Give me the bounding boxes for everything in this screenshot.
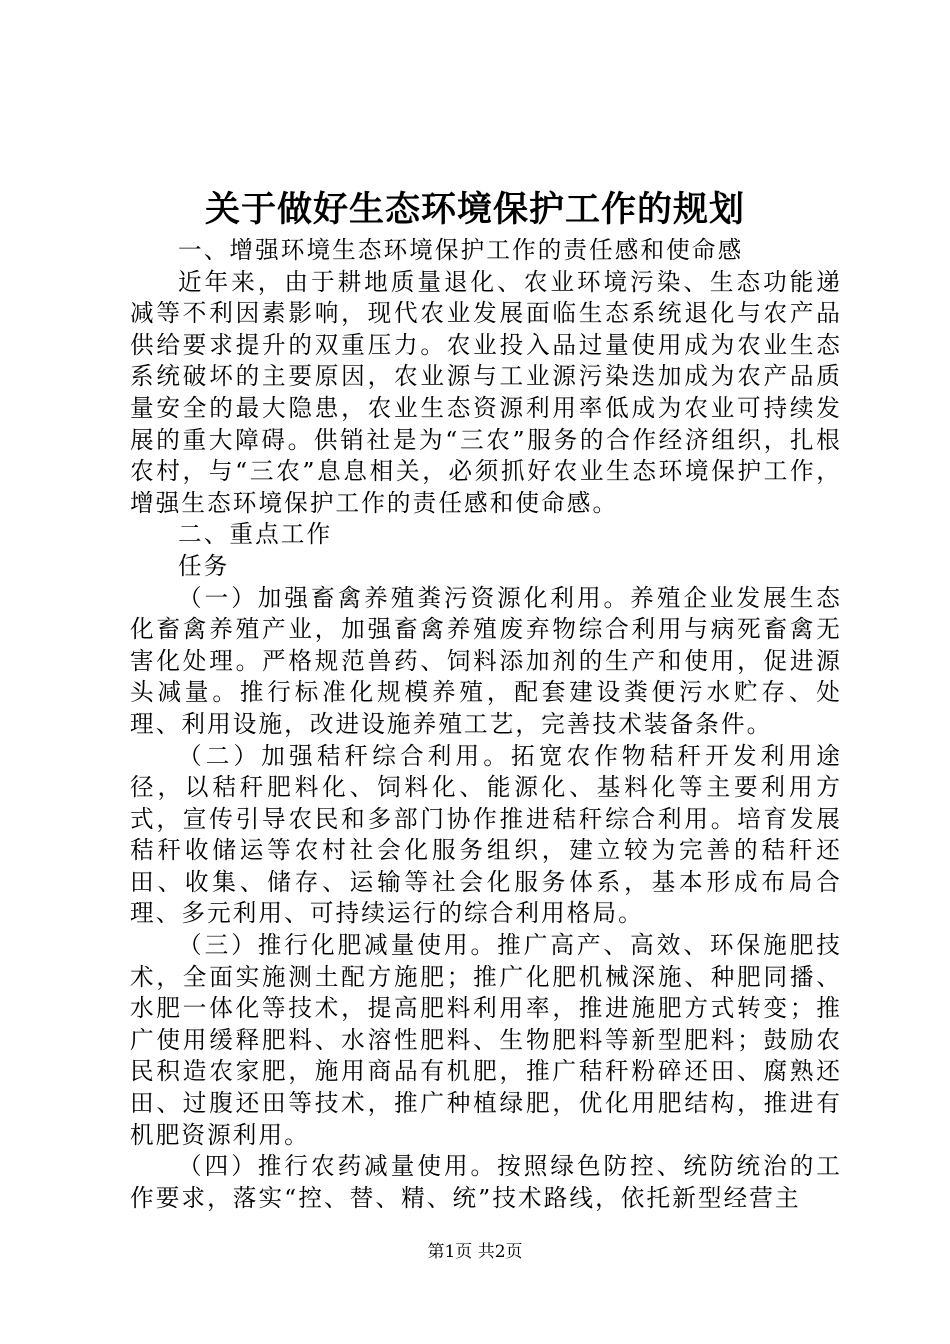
document-body	[130, 235, 842, 1214]
paragraph: （四）推行农药减量使用。按照绿色防控、统防统治的工作要求，落实“控、替、精、统”技术路线，依托新型经营主	[130, 1152, 842, 1212]
page-number-footer: 第1页 共2页	[427, 1242, 523, 1262]
section-heading-1: 一、增强环境生态环境保护工作的责任感和使命感	[178, 236, 744, 264]
paragraph: 近年来，由于耕地质量退化、农业环境污染、生态功能递减等不利因素影响，现代农业发展面临生态系统退化与农产品供给要求提升的双重压力。农业投入品过量使用成为农业生态系统破坏的主要原因，农业源与工业源污染迭加成为农产品质量安全的最大隐患，农业生态资源利用率低成为农业可持续发展的重大障碍。供销社是为“三农”服务的合作经济组织，扎根农村，与“三农”息息相关，必须抓好农业生态环境保护工作，增强生态环境保护工作的责任感和使命感。	[130, 267, 842, 517]
section-heading-2: 二、重点工作	[178, 520, 333, 549]
subheading-tasks: 任务	[178, 551, 230, 580]
paragraph: （三）推行化肥减量使用。推广高产、高效、环保施肥技术，全面实施测土配方施肥；推广化肥机械深施、种肥同播、水肥一体化等技术，提高肥料利用率，推进施肥方式转变；推广使用缓释肥料、水溶性肥料、生物肥料等新型肥料；鼓励农民积造农家肥，施用商品有机肥，推广秸秆粉碎还田、腐熟还田、过腹还田等技术，推广种植绿肥，优化用肥结构，推进有机肥资源利用。	[130, 931, 842, 1149]
document-title: 关于做好生态环境保护工作的规划	[204, 189, 745, 230]
paragraph: （二）加强秸秆综合利用。拓宽农作物秸秆开发利用途径，以秸秆肥料化、饲料化、能源化、基料化等主要利用方式，宣传引导农民和多部门协作推进秸秆综合利用。培育发展秸秆收储运等农村社会化服务组织，建立较为完善的秸秆还田、收集、储存、运输等社会化服务体系，基本形成布局合理、多元利用、可持续运行的综合利用格局。	[130, 741, 842, 928]
paragraph: （一）加强畜禽养殖粪污资源化利用。养殖企业发展生态化畜禽养殖产业，加强畜禽养殖废弃物综合利用与病死畜禽无害化处理。严格规范兽药、饲料添加剂的生产和使用，促进源头减量。推行标准化规模养殖，配套建设粪便污水贮存、处理、利用设施，改进设施养殖工艺，完善技术装备条件。	[130, 583, 842, 738]
